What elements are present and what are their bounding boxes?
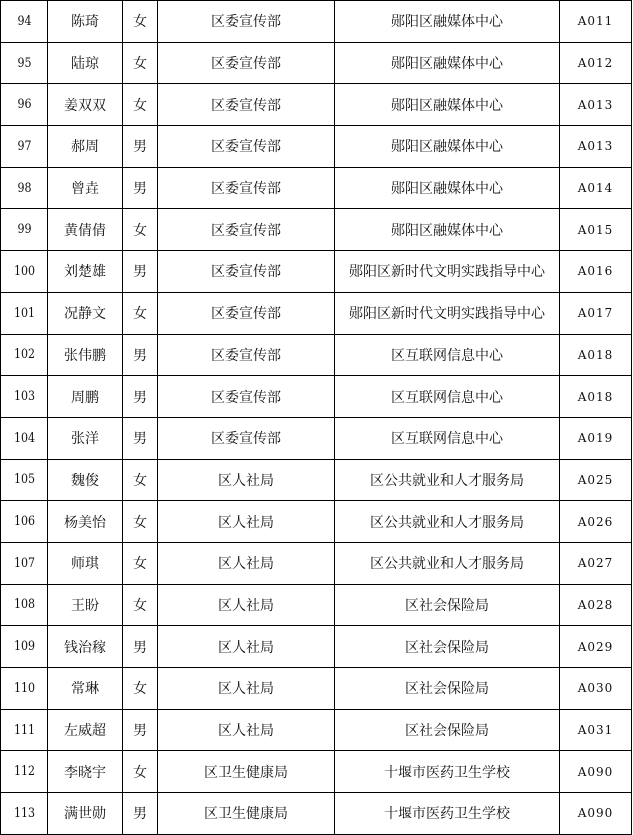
cell-number: 95	[4, 42, 44, 84]
table-row	[1, 1, 632, 43]
cell-gender: 女	[123, 751, 158, 793]
cell-department: 区人社局	[158, 709, 335, 751]
cell-unit: 区社会保险局	[335, 584, 560, 626]
cell-gender: 女	[123, 542, 158, 584]
cell-gender: 女	[123, 292, 158, 334]
cell-gender: 女	[123, 584, 158, 626]
cell-unit: 区互联网信息中心	[335, 376, 560, 418]
cell-number: 96	[4, 84, 44, 126]
cell-unit: 区公共就业和人才服务局	[335, 542, 560, 584]
cell-department: 区人社局	[158, 668, 335, 710]
cell-unit: 郧阳区融媒体中心	[335, 42, 560, 84]
table-row	[1, 126, 632, 168]
cell-position-code: A014	[560, 167, 632, 209]
cell-position-code: A025	[560, 459, 632, 501]
table-row	[1, 751, 632, 793]
cell-unit: 十堰市医药卫生学校	[335, 793, 560, 835]
cell-name: 李晓宇	[48, 751, 123, 793]
table-row	[1, 501, 632, 543]
cell-number: 102	[4, 334, 44, 376]
cell-unit: 十堰市医药卫生学校	[335, 751, 560, 793]
cell-gender: 男	[123, 334, 158, 376]
cell-gender: 女	[123, 1, 158, 43]
table-row	[1, 209, 632, 251]
table-row	[1, 417, 632, 459]
cell-position-code: A013	[560, 126, 632, 168]
cell-name: 张伟鹏	[48, 334, 123, 376]
cell-unit: 郧阳区融媒体中心	[335, 126, 560, 168]
cell-position-code: A026	[560, 501, 632, 543]
cell-name: 陆琼	[48, 42, 123, 84]
table-row	[1, 709, 632, 751]
cell-department: 区人社局	[158, 584, 335, 626]
cell-unit: 郧阳区新时代文明实践指导中心	[335, 251, 560, 293]
cell-name: 张洋	[48, 417, 123, 459]
cell-name: 满世勋	[48, 793, 123, 835]
cell-gender: 女	[123, 459, 158, 501]
cell-department: 区人社局	[158, 501, 335, 543]
cell-name: 王盼	[48, 584, 123, 626]
cell-department: 区委宣传部	[158, 334, 335, 376]
cell-department: 区委宣传部	[158, 42, 335, 84]
cell-name: 郝周	[48, 126, 123, 168]
cell-name: 钱治稼	[48, 626, 123, 668]
table-row	[1, 793, 632, 835]
cell-position-code: A012	[560, 42, 632, 84]
cell-gender: 男	[123, 709, 158, 751]
table-row	[1, 251, 632, 293]
cell-gender: 男	[123, 251, 158, 293]
cell-gender: 男	[123, 793, 158, 835]
cell-unit: 区社会保险局	[335, 626, 560, 668]
cell-department: 区人社局	[158, 459, 335, 501]
cell-position-code: A019	[560, 417, 632, 459]
cell-position-code: A016	[560, 251, 632, 293]
cell-department: 区人社局	[158, 542, 335, 584]
cell-name: 周鹏	[48, 376, 123, 418]
cell-position-code: A011	[560, 1, 632, 43]
cell-position-code: A090	[560, 751, 632, 793]
cell-name: 常琳	[48, 668, 123, 710]
cell-gender: 男	[123, 626, 158, 668]
cell-number: 99	[4, 209, 44, 251]
cell-number: 105	[4, 459, 44, 501]
table-row	[1, 84, 632, 126]
cell-number: 111	[4, 709, 44, 751]
cell-gender: 男	[123, 167, 158, 209]
cell-number: 109	[4, 626, 44, 668]
cell-gender: 男	[123, 126, 158, 168]
table-body	[1, 1, 632, 835]
cell-position-code: A018	[560, 334, 632, 376]
cell-name: 魏俊	[48, 459, 123, 501]
cell-department: 区委宣传部	[158, 167, 335, 209]
cell-gender: 女	[123, 668, 158, 710]
cell-name: 曾垚	[48, 167, 123, 209]
cell-unit: 郧阳区融媒体中心	[335, 1, 560, 43]
cell-name: 杨美怡	[48, 501, 123, 543]
cell-unit: 区公共就业和人才服务局	[335, 459, 560, 501]
cell-department: 区委宣传部	[158, 1, 335, 43]
cell-position-code: A018	[560, 376, 632, 418]
cell-gender: 男	[123, 417, 158, 459]
table-row	[1, 376, 632, 418]
cell-unit: 区互联网信息中心	[335, 334, 560, 376]
table-row	[1, 668, 632, 710]
cell-name: 姜双双	[48, 84, 123, 126]
cell-position-code: A013	[560, 84, 632, 126]
cell-gender: 女	[123, 501, 158, 543]
cell-gender: 女	[123, 209, 158, 251]
cell-number: 113	[4, 793, 44, 835]
cell-department: 区委宣传部	[158, 292, 335, 334]
table-row	[1, 584, 632, 626]
cell-department: 区卫生健康局	[158, 751, 335, 793]
cell-unit: 郧阳区融媒体中心	[335, 167, 560, 209]
cell-name: 况静文	[48, 292, 123, 334]
cell-number: 100	[4, 251, 44, 293]
cell-position-code: A031	[560, 709, 632, 751]
cell-name: 陈琦	[48, 1, 123, 43]
cell-gender: 女	[123, 42, 158, 84]
cell-number: 101	[4, 292, 44, 334]
table-row	[1, 459, 632, 501]
cell-unit: 区互联网信息中心	[335, 417, 560, 459]
cell-unit: 区社会保险局	[335, 709, 560, 751]
table-row	[1, 292, 632, 334]
cell-department: 区委宣传部	[158, 209, 335, 251]
cell-position-code: A030	[560, 668, 632, 710]
cell-unit: 郧阳区融媒体中心	[335, 209, 560, 251]
cell-position-code: A028	[560, 584, 632, 626]
cell-unit: 郧阳区新时代文明实践指导中心	[335, 292, 560, 334]
table-row	[1, 167, 632, 209]
table-row	[1, 542, 632, 584]
cell-position-code: A029	[560, 626, 632, 668]
cell-gender: 男	[123, 376, 158, 418]
cell-department: 区委宣传部	[158, 251, 335, 293]
cell-number: 106	[4, 501, 44, 543]
cell-position-code: A027	[560, 542, 632, 584]
cell-number: 103	[4, 376, 44, 418]
table-row	[1, 626, 632, 668]
cell-number: 112	[4, 751, 44, 793]
cell-number: 104	[4, 417, 44, 459]
cell-department: 区委宣传部	[158, 376, 335, 418]
cell-number: 108	[4, 584, 44, 626]
cell-name: 师琪	[48, 542, 123, 584]
cell-unit: 区社会保险局	[335, 668, 560, 710]
table-row	[1, 42, 632, 84]
cell-position-code: A015	[560, 209, 632, 251]
cell-name: 左威超	[48, 709, 123, 751]
cell-name: 黄倩倩	[48, 209, 123, 251]
cell-department: 区人社局	[158, 626, 335, 668]
cell-department: 区委宣传部	[158, 417, 335, 459]
table-row	[1, 334, 632, 376]
cell-number: 97	[4, 126, 44, 168]
cell-name: 刘楚雄	[48, 251, 123, 293]
cell-department: 区委宣传部	[158, 126, 335, 168]
cell-number: 110	[4, 668, 44, 710]
cell-number: 98	[4, 167, 44, 209]
cell-gender: 女	[123, 84, 158, 126]
cell-unit: 区公共就业和人才服务局	[335, 501, 560, 543]
cell-department: 区委宣传部	[158, 84, 335, 126]
cell-position-code: A090	[560, 793, 632, 835]
cell-number: 94	[4, 1, 44, 43]
cell-unit: 郧阳区融媒体中心	[335, 84, 560, 126]
cell-position-code: A017	[560, 292, 632, 334]
cell-number: 107	[4, 542, 44, 584]
cell-department: 区卫生健康局	[158, 793, 335, 835]
